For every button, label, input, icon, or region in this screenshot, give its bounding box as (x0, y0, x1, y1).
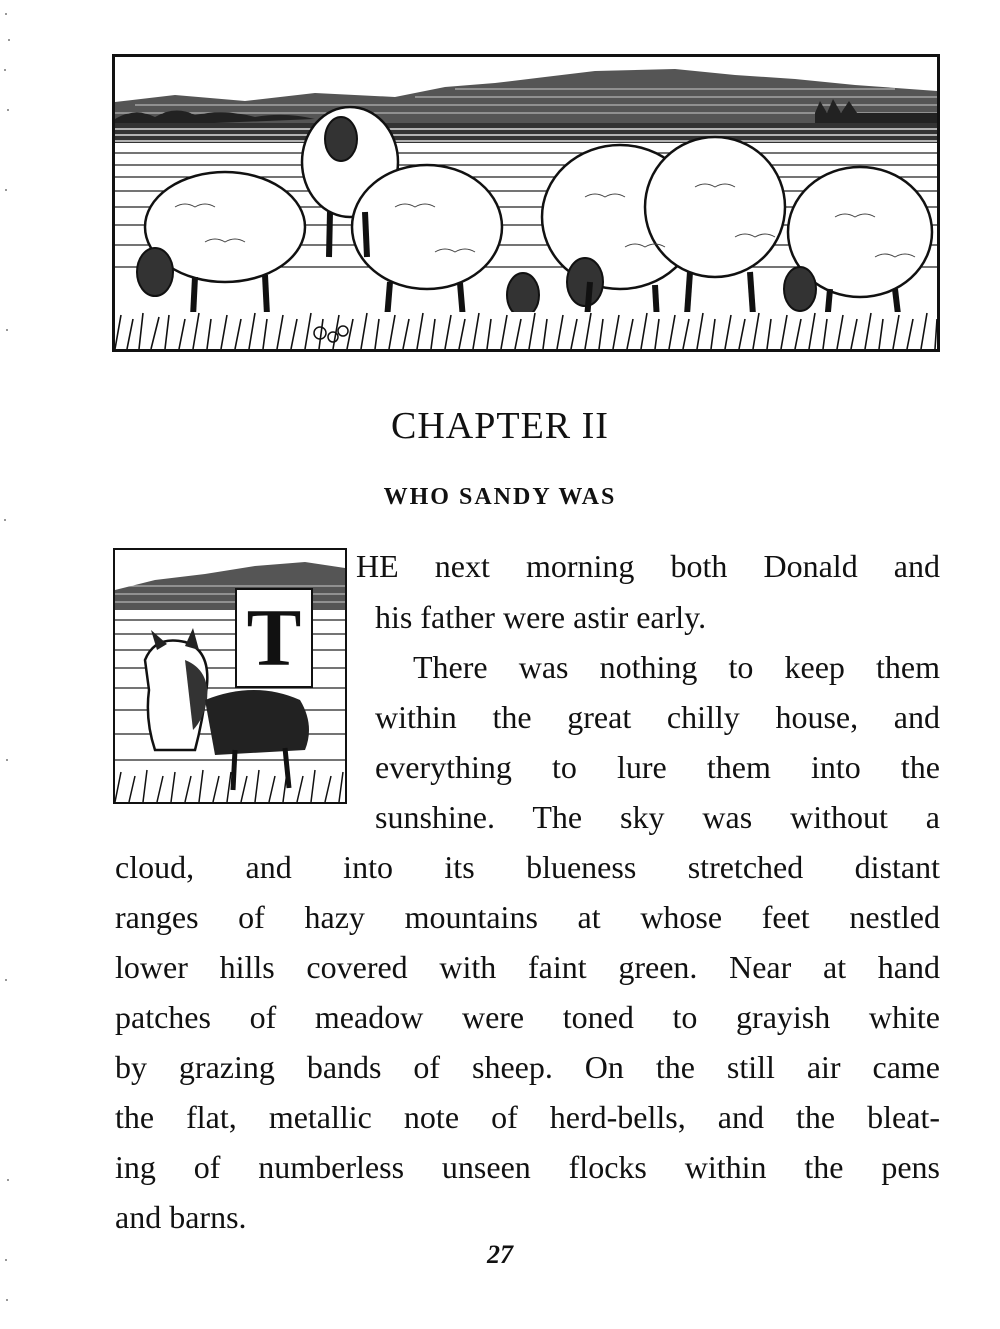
dropcap-letter: T (235, 588, 313, 688)
text-line: ing of numberless unseen flocks within the pens (115, 1149, 940, 1185)
text-line: lower hills covered with faint green. Near at hand (115, 949, 940, 985)
scan-edge-marks (0, 0, 20, 1329)
text-line: everything to lure them into the (375, 749, 940, 785)
text-line: and barns. (115, 1199, 247, 1235)
chapter-subtitle: WHO SANDY WAS (383, 484, 617, 510)
chapter-title: CHAPTER II (391, 405, 609, 447)
header-illustration-sheep (112, 54, 940, 352)
text-line: his father were astir early. (375, 599, 707, 635)
text-line: by grazing bands of sheep. On the still air came (115, 1049, 940, 1085)
text-line: the flat, metallic note of herd-bells, and the bleat- (115, 1099, 940, 1135)
page-number: 27 (487, 1240, 513, 1269)
text-line: HE next morning both Donald and (356, 548, 940, 584)
text-line: sunshine. The sky was without a (375, 799, 940, 835)
text-line: cloud, and into its blueness stretched distant (115, 849, 940, 885)
text-line: within the great chilly house, and (375, 699, 940, 735)
text-line: There was nothing to keep them (413, 649, 940, 685)
text-line: ranges of hazy mountains at whose feet nestled (115, 899, 940, 935)
text-line: patches of meadow were toned to grayish white (115, 999, 940, 1035)
dropcap-illustration-dog (113, 548, 347, 804)
